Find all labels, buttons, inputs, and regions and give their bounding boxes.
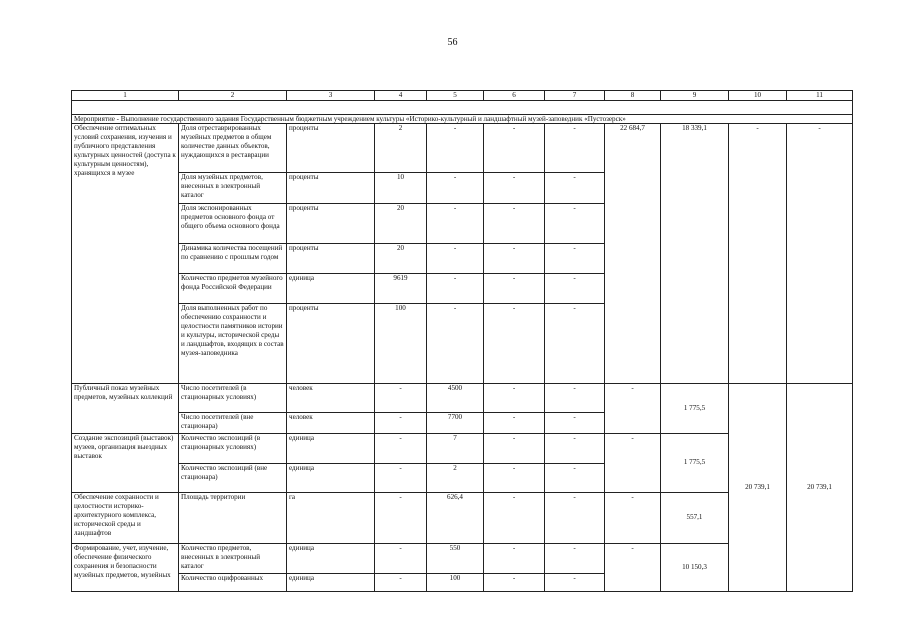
- value-cell: -: [484, 304, 545, 384]
- unit-cell: человек: [287, 413, 375, 434]
- value-cell: -: [545, 244, 605, 274]
- indicator-cell: Число посетителей (вне стационара): [179, 413, 287, 434]
- value-cell: -: [484, 274, 545, 304]
- col-header: 7: [545, 91, 605, 101]
- amount-cell: -: [729, 124, 787, 384]
- amount-cell: -: [605, 544, 661, 592]
- value-cell: 2: [375, 124, 427, 173]
- unit-cell: единица: [287, 434, 375, 464]
- value-cell: -: [427, 173, 484, 204]
- unit-cell: единица: [287, 574, 375, 592]
- value-cell: -: [545, 304, 605, 384]
- value-cell: -: [545, 124, 605, 173]
- unit-cell: проценты: [287, 244, 375, 274]
- value-cell: -: [484, 384, 545, 413]
- value-cell: -: [545, 413, 605, 434]
- amount-cell: 18 339,1: [661, 124, 729, 384]
- value-cell: 100: [427, 574, 484, 592]
- col-header: 4: [375, 91, 427, 101]
- value-cell: -: [375, 384, 427, 413]
- value-cell: -: [545, 384, 605, 413]
- value-cell: 626,4: [427, 493, 484, 544]
- group-name: Формирование, учет, изучение, обеспечение физического сохранения и безопасности музейных предметов, музейных: [72, 544, 179, 592]
- amount-cell: 10 150,3: [661, 544, 729, 592]
- value-cell: 2: [427, 464, 484, 493]
- unit-cell: проценты: [287, 304, 375, 384]
- amount-cell: 22 684,7: [605, 124, 661, 384]
- value-cell: -: [484, 413, 545, 434]
- value-cell: 20: [375, 204, 427, 244]
- indicator-cell: Число посетителей (в стационарных условиях): [179, 384, 287, 413]
- value-cell: -: [484, 434, 545, 464]
- group-name: Публичный показ музейных предметов, музейных коллекций: [72, 384, 179, 434]
- col-header: 5: [427, 91, 484, 101]
- value-cell: -: [484, 574, 545, 592]
- amount-cell: 1 775,5: [661, 384, 729, 434]
- indicator-cell: Динамика количества посещений по сравнению с прошлым годом: [179, 244, 287, 274]
- value-cell: -: [427, 274, 484, 304]
- value-cell: 7: [427, 434, 484, 464]
- value-cell: -: [545, 434, 605, 464]
- indicator-cell: Количество оцифрованных: [179, 574, 287, 592]
- unit-cell: человек: [287, 384, 375, 413]
- value-cell: -: [545, 464, 605, 493]
- value-cell: 4500: [427, 384, 484, 413]
- indicator-cell: Площадь территории: [179, 493, 287, 544]
- amount-cell: 1 775,5: [661, 434, 729, 493]
- shared-amount-cell: 20 739,1: [729, 384, 787, 592]
- indicator-cell: Доля выполненных работ по обеспечению сохранности и целостности памятников истории и культуры, исторической среды и ландшафтов, входящих в состав музея-заповедника: [179, 304, 287, 384]
- unit-cell: проценты: [287, 124, 375, 173]
- value-cell: -: [545, 544, 605, 574]
- group-name: Обеспечение сохранности и целостности историко-архитектурного комплекса, исторической среды и ландшафтов: [72, 493, 179, 544]
- indicator-cell: Доля музейных предметов, внесенных в электронный каталог: [179, 173, 287, 204]
- indicator-cell: Количество экспозиций (вне стационара): [179, 464, 287, 493]
- value-cell: -: [484, 464, 545, 493]
- col-header: 2: [179, 91, 287, 101]
- value-cell: 20: [375, 244, 427, 274]
- column-number-row: [72, 91, 853, 101]
- indicator-cell: Количество предметов музейного фонда Российской Федерации: [179, 274, 287, 304]
- col-header: 8: [605, 91, 661, 101]
- value-cell: -: [375, 493, 427, 544]
- col-header: 6: [484, 91, 545, 101]
- col-header: 9: [661, 91, 729, 101]
- activity-title: Мероприятие - Выполнение государственного задания Государственным бюджетным учреждением культуры «Историко-культурный и ландшафтный музей-заповедник «Пустозерск»: [72, 115, 853, 124]
- value-cell: -: [545, 274, 605, 304]
- value-cell: -: [375, 434, 427, 464]
- unit-cell: единица: [287, 274, 375, 304]
- value-cell: 100: [375, 304, 427, 384]
- value-cell: -: [484, 173, 545, 204]
- value-cell: -: [427, 244, 484, 274]
- value-cell: -: [427, 204, 484, 244]
- value-cell: 7700: [427, 413, 484, 434]
- col-header: 3: [287, 91, 375, 101]
- value-cell: 9619: [375, 274, 427, 304]
- unit-cell: проценты: [287, 173, 375, 204]
- amount-cell: -: [605, 493, 661, 544]
- spacer-row: [72, 101, 853, 115]
- value-cell: -: [484, 124, 545, 173]
- amount-cell: -: [787, 124, 853, 384]
- value-cell: -: [484, 204, 545, 244]
- value-cell: -: [375, 544, 427, 574]
- amount-cell: -: [605, 384, 661, 434]
- unit-cell: га: [287, 493, 375, 544]
- col-header: 1: [72, 91, 179, 101]
- value-cell: 10: [375, 173, 427, 204]
- value-cell: -: [545, 574, 605, 592]
- value-cell: -: [484, 544, 545, 574]
- table-row: [72, 384, 853, 413]
- page-number: 56: [447, 37, 458, 48]
- activity-row: [72, 115, 853, 124]
- value-cell: -: [375, 574, 427, 592]
- value-cell: -: [484, 244, 545, 274]
- unit-cell: проценты: [287, 204, 375, 244]
- value-cell: -: [545, 173, 605, 204]
- value-cell: -: [375, 413, 427, 434]
- col-header: 10: [729, 91, 787, 101]
- value-cell: -: [484, 493, 545, 544]
- value-cell: -: [375, 464, 427, 493]
- amount-cell: -: [605, 434, 661, 493]
- indicator-cell: Количество предметов, внесенных в электронный каталог: [179, 544, 287, 574]
- value-cell: 550: [427, 544, 484, 574]
- unit-cell: единица: [287, 544, 375, 574]
- value-cell: -: [545, 204, 605, 244]
- table-row: [72, 124, 853, 173]
- value-cell: -: [545, 493, 605, 544]
- shared-amount-cell: 20 739,1: [787, 384, 853, 592]
- amount-cell: 557,1: [661, 493, 729, 544]
- indicator-cell: Количество экспозиций (в стационарных условиях): [179, 434, 287, 464]
- indicator-cell: Доля экспонированных предметов основного фонда от общего объема основного фонда: [179, 204, 287, 244]
- value-cell: -: [427, 124, 484, 173]
- value-cell: -: [427, 304, 484, 384]
- group-name: Обеспечение оптимальных условий сохранения, изучения и публичного представления культурных ценностей (доступа к культурным ценностям), хранящихся в музее: [72, 124, 179, 384]
- unit-cell: единица: [287, 464, 375, 493]
- col-header: 11: [787, 91, 853, 101]
- indicator-cell: Доля отреставрированных музейных предметов в общем количестве данных объектов, нуждающихся в реставрации: [179, 124, 287, 173]
- budget-table: [71, 90, 853, 592]
- group-name: Создание экспозиций (выставок) музеев, организация выездных выставок: [72, 434, 179, 493]
